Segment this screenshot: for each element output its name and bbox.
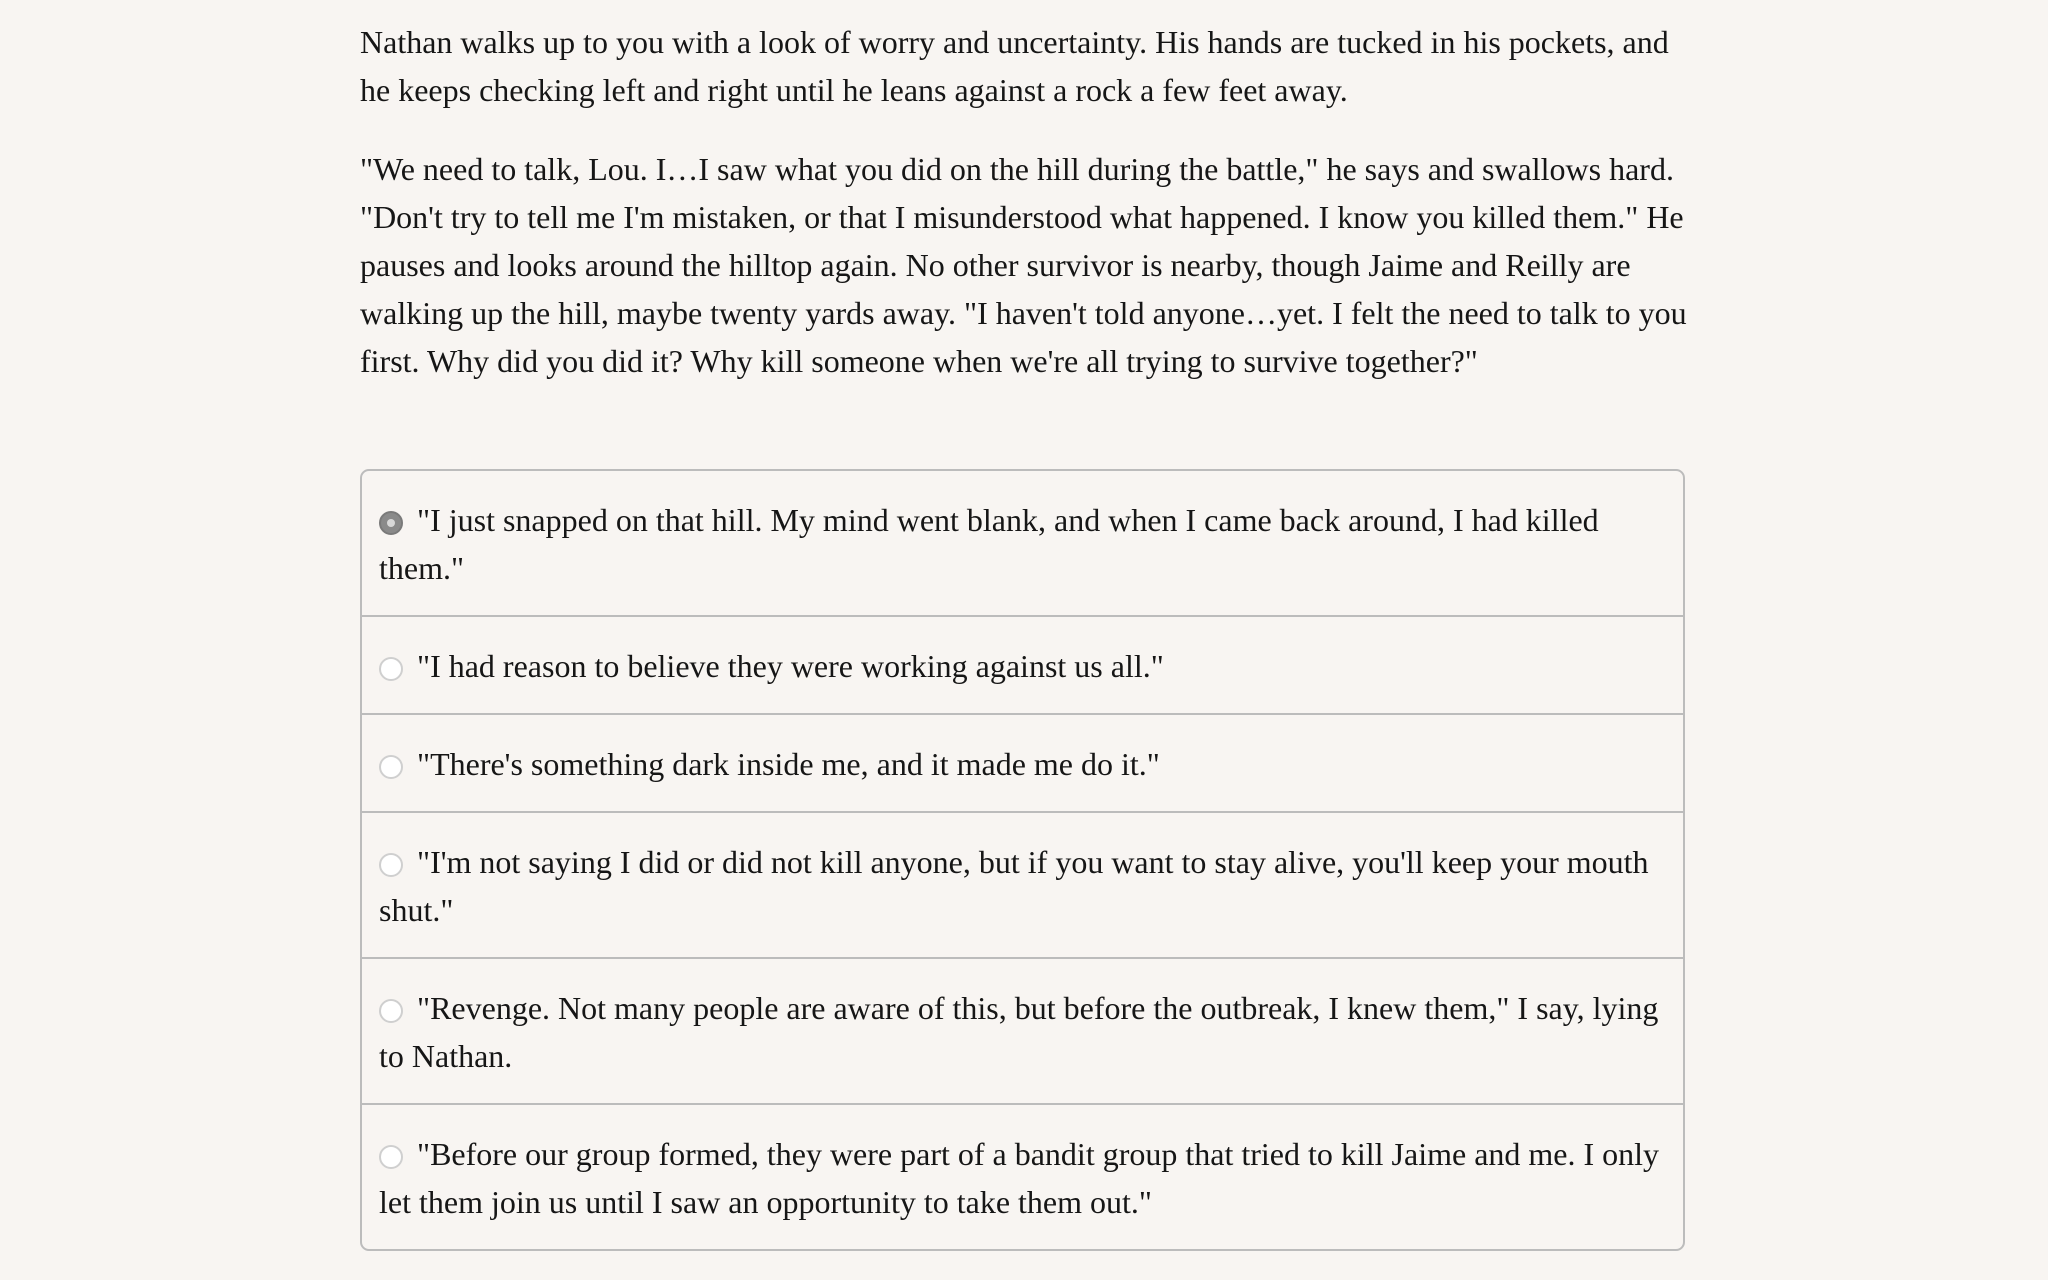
choice-option-1[interactable] [362, 471, 1683, 615]
radio-selected-icon[interactable] [379, 511, 403, 535]
choice-option-6[interactable] [362, 1103, 1683, 1249]
choice-label: "Revenge. Not many people are aware of this, but before the outbreak, I knew them," I say, lying to Nathan. [379, 990, 1659, 1074]
story-paragraph-2: "We need to talk, Lou. I…I saw what you did on the hill during the battle," he says and swallows hard. "Don't try to tell me I'm mistaken, or that I misunderstood what happened. I know you killed them." He pauses and looks around the hilltop again. No other survivor is nearby, though Jaime and Reilly are walking up the hill, maybe twenty yards away. "I haven't told anyone…yet. I felt the need to talk to you first. Why did you did it? Why kill someone when we're all trying to survive together?" [360, 151, 1687, 379]
radio-empty-icon[interactable] [379, 755, 403, 779]
radio-empty-icon[interactable] [379, 999, 403, 1023]
story-text [360, 18, 1690, 416]
story-paragraph-1: Nathan walks up to you with a look of worry and uncertainty. His hands are tucked in his pockets, and he keeps checking left and right until he leans against a rock a few feet away. [360, 24, 1669, 108]
choice-option-5[interactable] [362, 957, 1683, 1103]
radio-empty-icon[interactable] [379, 853, 403, 877]
radio-empty-icon[interactable] [379, 657, 403, 681]
choice-label: "I just snapped on that hill. My mind went blank, and when I came back around, I had killed them." [379, 502, 1599, 586]
choice-option-4[interactable] [362, 811, 1683, 957]
choice-label: "I'm not saying I did or did not kill anyone, but if you want to stay alive, you'll keep your mouth shut." [379, 844, 1649, 928]
choice-label: "I had reason to believe they were working against us all." [417, 648, 1164, 684]
choice-option-3[interactable] [362, 713, 1683, 811]
choice-list [360, 469, 1685, 1251]
choice-option-2[interactable] [362, 615, 1683, 713]
choice-label: "There's something dark inside me, and it made me do it." [417, 746, 1160, 782]
choice-label: "Before our group formed, they were part of a bandit group that tried to kill Jaime and me. I only let them join us until I saw an opportunity to take them out." [379, 1136, 1660, 1220]
radio-empty-icon[interactable] [379, 1145, 403, 1169]
